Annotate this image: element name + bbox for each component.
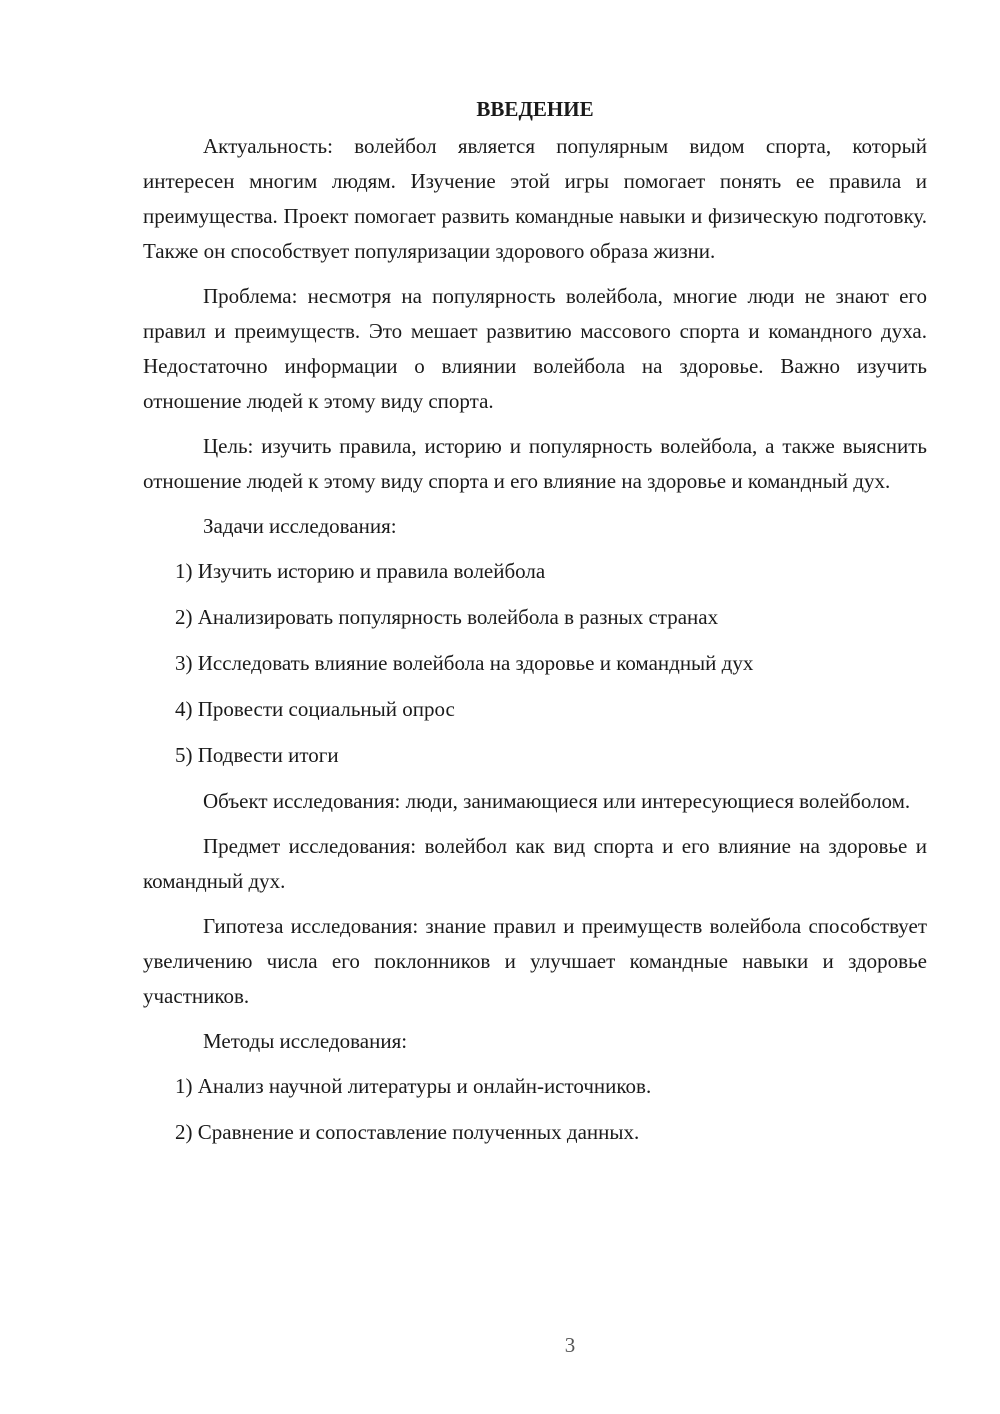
methods-heading: Методы исследования: [203,1029,408,1053]
list-item: 4) Провести социальный опрос [175,697,455,721]
object-paragraph: Объект исследования: люди, занимающиеся или интересующиеся волейболом. [203,789,911,813]
tasks-heading: Задачи исследования: [203,514,397,538]
subject-paragraph: Предмет исследования: волейбол как вид спорта и его влияние на здоровье и командный дух. [143,834,927,893]
section-title: ВВЕДЕНИЕ [476,97,594,121]
problem-paragraph: Проблема: несмотря на популярность волейбола, многие люди не знают его правил и преимуществ. Это мешает развитию массового спорта и командного духа. Недостаточно информации о влиянии волейбола на здоровье. Важно изучить отношение людей к этому виду спорта. [143,284,927,413]
page-number: 3 [564,1333,576,1357]
methods-list [143,1069,927,1150]
document-page [143,92,927,1161]
list-item: 1) Анализ научной литературы и онлайн-источников. [175,1074,652,1098]
list-item: 2) Сравнение и сопоставление полученных данных. [175,1120,640,1144]
list-item: 2) Анализировать популярность волейбола в разных странах [175,605,719,629]
relevance-paragraph: Актуальность: волейбол является популярным видом спорта, который интересен многим людям. Изучение этой игры помогает понять ее правила и преимущества. Проект помогает развить командные навыки и физическую подготовку. Также он способствует популяризации здорового образа жизни. [143,134,927,263]
goal-paragraph: Цель: изучить правила, историю и популярность волейбола, а также выяснить отношение людей к этому виду спорта и его влияние на здоровье и командный дух. [143,434,927,493]
list-item: 5) Подвести итоги [175,743,339,767]
list-item: 1) Изучить историю и правила волейбола [175,559,546,583]
tasks-list [143,554,927,773]
list-item: 3) Исследовать влияние волейбола на здоровье и командный дух [175,651,754,675]
hypothesis-paragraph: Гипотеза исследования: знание правил и преимуществ волейбола способствует увеличению числа его поклонников и улучшает командные навыки и здоровье участников. [143,914,927,1008]
